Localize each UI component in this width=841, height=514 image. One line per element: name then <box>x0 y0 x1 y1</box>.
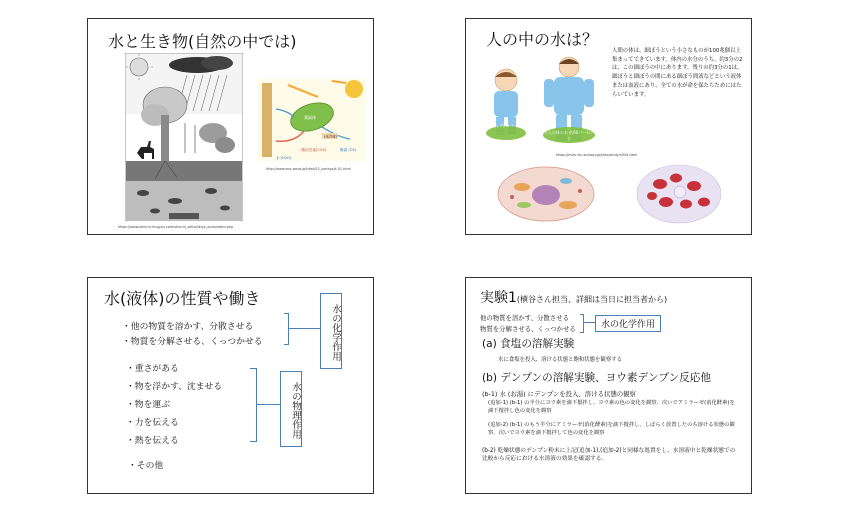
co2-label: 二酸化炭素(CO2) <box>298 148 327 152</box>
diagram-source-url[interactable]: http://www.eco-word.jp/html/02_kankyo/k-01.html <box>266 167 351 171</box>
source-url[interactable]: https://mizu-iku.suntory.jp/kids/study/n004.html <box>556 153 638 157</box>
baby-figure <box>484 67 528 145</box>
slide-water-properties[interactable] <box>87 277 374 494</box>
forest-ecosystem-illustration <box>125 53 243 221</box>
chemical-item: ・物質を分解させる、くっつかせる <box>122 337 263 347</box>
water-label: 水 (H2O) <box>276 156 292 160</box>
b2-text: (b-2) 乾燥状態のデンプン粉末に上記(追加-1),(追加-2)と同様な処置をし、水溶液中と乾燥状態での比較から反応における水溶液の効果を確認する。 <box>482 448 736 462</box>
cell-illustration <box>496 165 596 223</box>
oxygen-label: 酸素 (O2) <box>340 148 357 152</box>
intro-line: 物質を分解させる、くっつかせる <box>480 325 576 333</box>
intro-bracket <box>580 314 584 333</box>
slide-water-in-humans[interactable] <box>465 18 752 235</box>
photosynthesis-diagram <box>258 79 366 161</box>
physical-bracket <box>250 368 257 442</box>
physical-connector <box>256 404 280 405</box>
photo-source-url[interactable]: https://www.shinrin-ringyou.com/shinrin_seitai/ikiyo_ecosystem.php <box>118 225 234 229</box>
slide-experiment-1[interactable] <box>465 277 752 494</box>
chemical-item: ・他の物質を溶かす、分散させる <box>122 322 254 332</box>
other-item: ・その他 <box>128 461 164 471</box>
chemical-bracket <box>284 313 289 345</box>
slide-water-and-life[interactable] <box>87 18 374 235</box>
baby-water-caption: 赤ちゃん 約75パーセント <box>482 123 530 128</box>
physical-item: ・物を浮かす、沈ませる <box>126 382 223 392</box>
b1-extra-2: (追加-2) (b-1) のもう半分にアミラーゼ(消化酵素)を滴下撹拌し、しばらく放置したのち溶ける状態の観察、次いでヨウ素を滴下撹拌して色の変化を観察 <box>488 422 735 436</box>
physical-item: ・物を運ぶ <box>126 400 170 410</box>
physical-item: ・熱を伝える <box>126 436 179 446</box>
b1-extra-1: (追加-1) (b-1) の半分にヨウ素を滴下撹拌し、ヨウ素の色の変化を観察、次いでアミラーゼ(消化酵素)を滴下撹拌し色の変化を観察 <box>488 400 735 414</box>
section-a-text: 水に食塩を投入、溶ける状態と飽和状態を観察する <box>498 357 622 363</box>
section-b-heading: (b) デンプンの溶解実験、ヨウ素デンプン反応他 <box>482 372 711 384</box>
blood-cells-illustration <box>636 164 722 224</box>
chemical-action-box: 水の化学作用 <box>595 315 661 332</box>
physical-item: ・力を伝える <box>126 418 179 428</box>
slide-title: 水と生き物(自然の中では) <box>108 32 297 51</box>
adult-water-caption: 大人の体の水 約60パーセント <box>543 130 595 141</box>
svg-text:葉緑体: 葉緑体 <box>304 115 316 120</box>
slide-title <box>480 287 667 307</box>
experiment-subtitle: (横谷さん担当、詳細は当日に担当者から) <box>516 295 668 304</box>
slide-title: 人の中の水は？ <box>486 30 599 49</box>
slide-title: 水(液体)の性質や働き <box>104 289 261 308</box>
physical-item: ・重さがある <box>126 364 179 374</box>
experiment-title: 実験1 <box>480 290 517 306</box>
intro-line: 他の物質を溶かす、分散させる <box>480 314 569 322</box>
body-text: 人間の体は、細ぼうという小さなものが100兆個以上集まってできています。体内の水分のうち、約3分の2は、この細ぼうの中にあります。残りの約3分の1は、細ぼうと細ぼうの間にある細ぼう間液などという液体または血液にあり、全ての水が命を保たちためにはたらいています。 <box>612 48 743 98</box>
chemical-action-label: 水の化学作用 <box>320 293 342 369</box>
intro-connector <box>583 322 595 323</box>
b1-text: (b-1) 水 (お湯) にデンプンを投入、溶ける状態の観察 <box>482 390 636 398</box>
physical-action-label: 水の物理作用 <box>280 371 302 447</box>
chemical-connector <box>288 328 320 329</box>
photosynthesis-label: (光合成) <box>324 134 337 139</box>
section-a-heading: (a) 食塩の溶解実験 <box>482 338 575 350</box>
